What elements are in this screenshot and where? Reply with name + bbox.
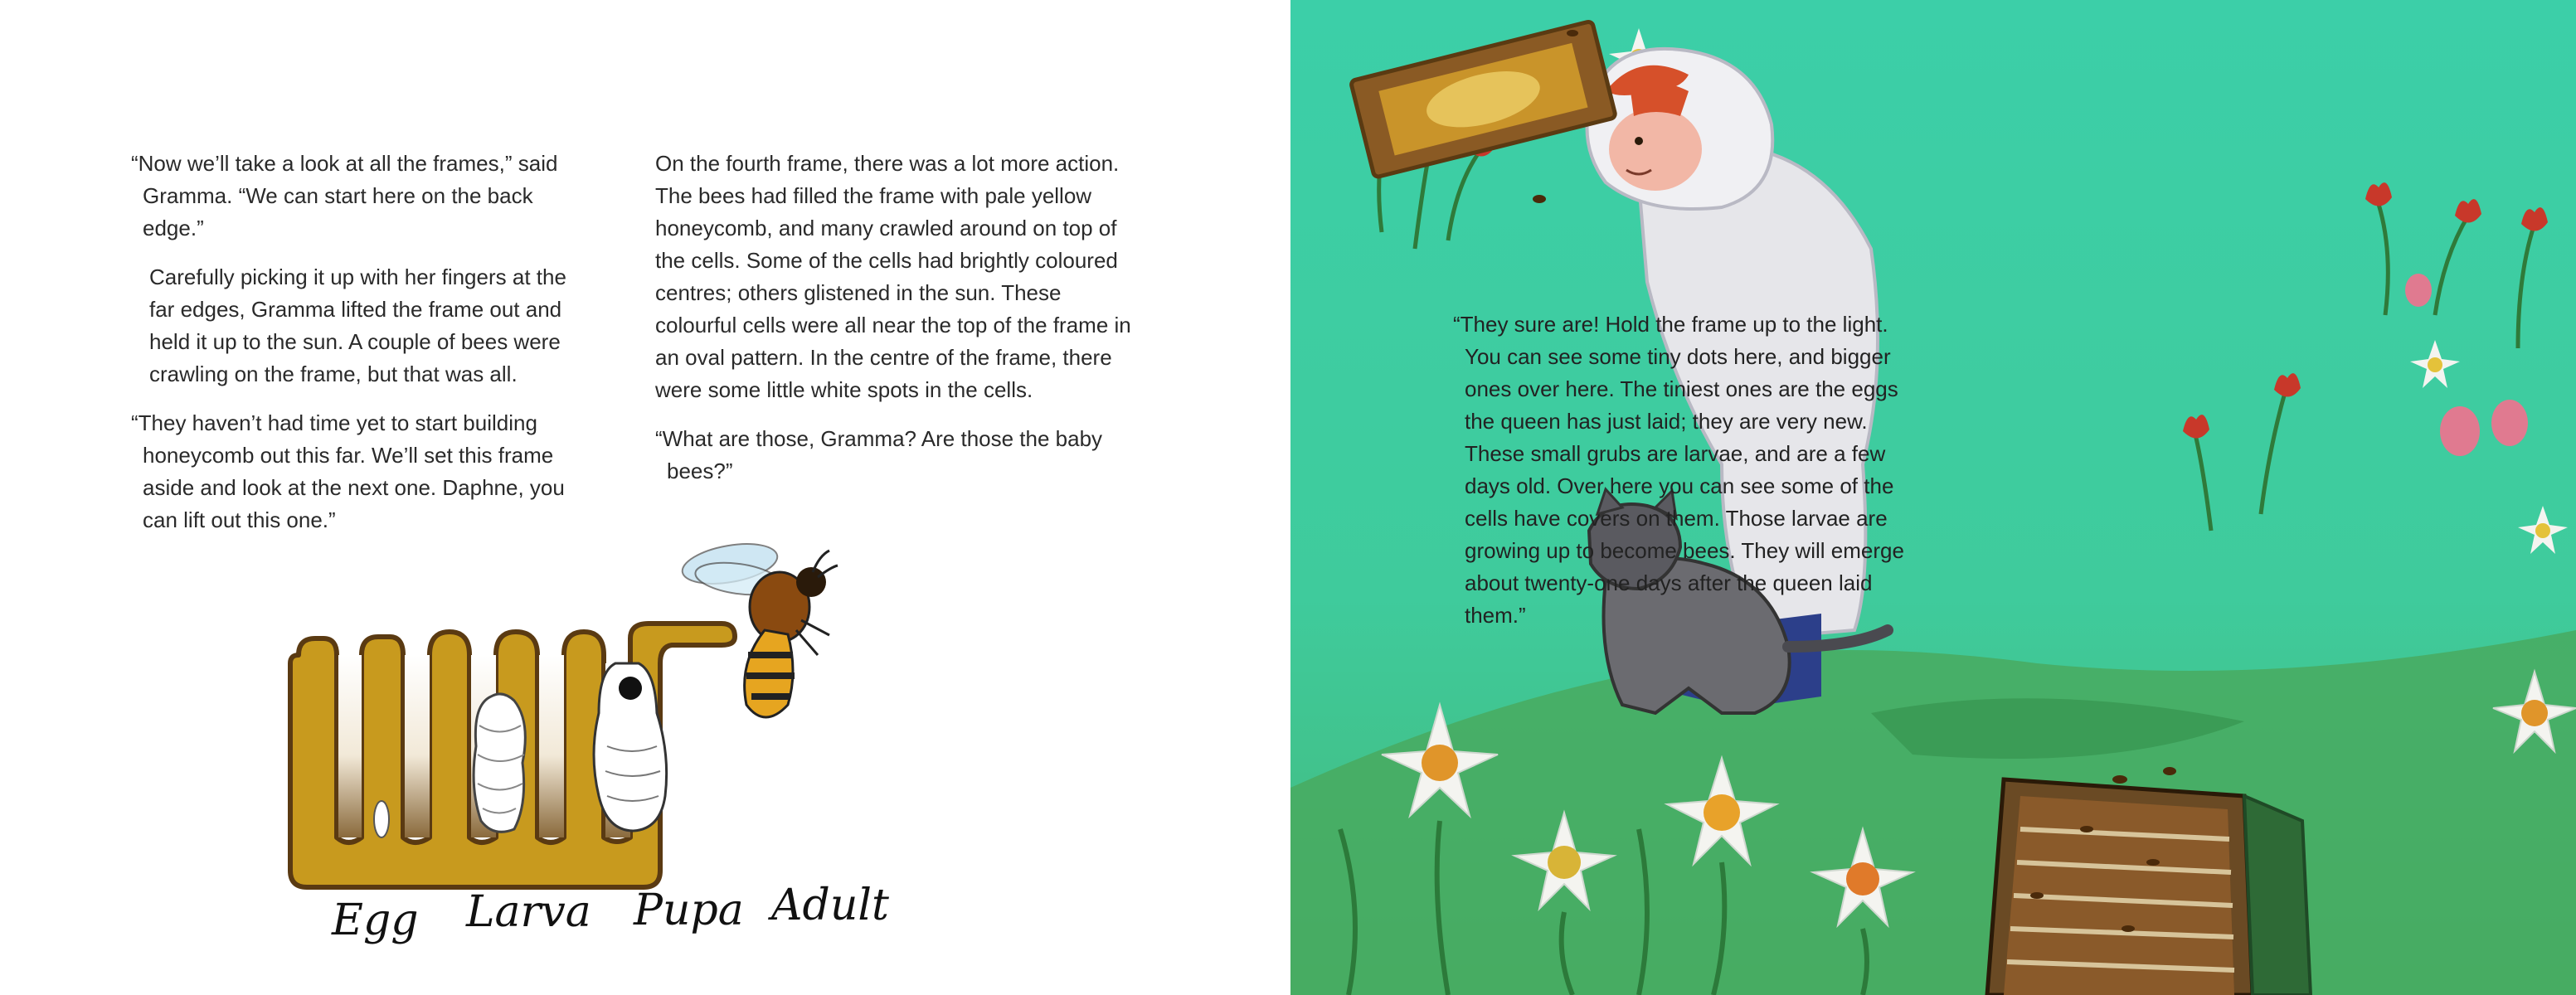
quote-paragraph: “They sure are! Hold the frame up to the light. You can see some tiny dots here, and bigger ones over here. The tiniest ones are the eggs the queen has just laid; they are very new. These small grubs are larvae, and are a few days old. Over here you can see some of the cells have covers on them. Those larvae are growing up to become bees. They will emerge about twenty-one days after the queen laid them.” <box>1453 312 1904 628</box>
stage-label-adult: Adult <box>771 881 889 930</box>
stage-label-pupa: Pupa <box>634 886 744 935</box>
paragraph: “Now we’ll take a look at all the frames,” said Gramma. “We can start here on the back edge.” <box>131 151 558 240</box>
illustration-text-block <box>1453 308 1917 632</box>
paragraph: On the fourth frame, there was a lot more action. The bees had filled the frame with pale yellow honeycomb, and many crawled around on top of the cells. Some of the cells had brightly coloured centres; others glistened in the sun. These colourful cells were all near the top of the frame in an oval pattern. In the centre of the frame, there were some little white spots in the cells. <box>655 151 1131 402</box>
paragraph: Carefully picking it up with her fingers at the far edges, Gramma lifted the frame out and held it up to the sun. A couple of bees were crawling on the frame, but that was all. <box>149 265 566 386</box>
bee-lifecycle-diagram <box>274 539 954 954</box>
right-page-illustration <box>1290 0 2576 995</box>
stage-label-egg: Egg <box>332 896 419 945</box>
paragraph: “What are those, Gramma? Are those the baby bees?” <box>655 426 1103 483</box>
beehive-box <box>1987 779 2311 995</box>
stage-label-larva: Larva <box>466 887 591 937</box>
paragraph: “They haven’t had time yet to start building honeycomb out this far. We’ll set this frame aside and look at the next one. Daphne, you can lift out this one.” <box>131 410 565 532</box>
text-column-one <box>131 148 595 553</box>
larva-icon <box>474 694 525 832</box>
text-column-two <box>655 148 1136 504</box>
egg-icon <box>374 801 389 837</box>
